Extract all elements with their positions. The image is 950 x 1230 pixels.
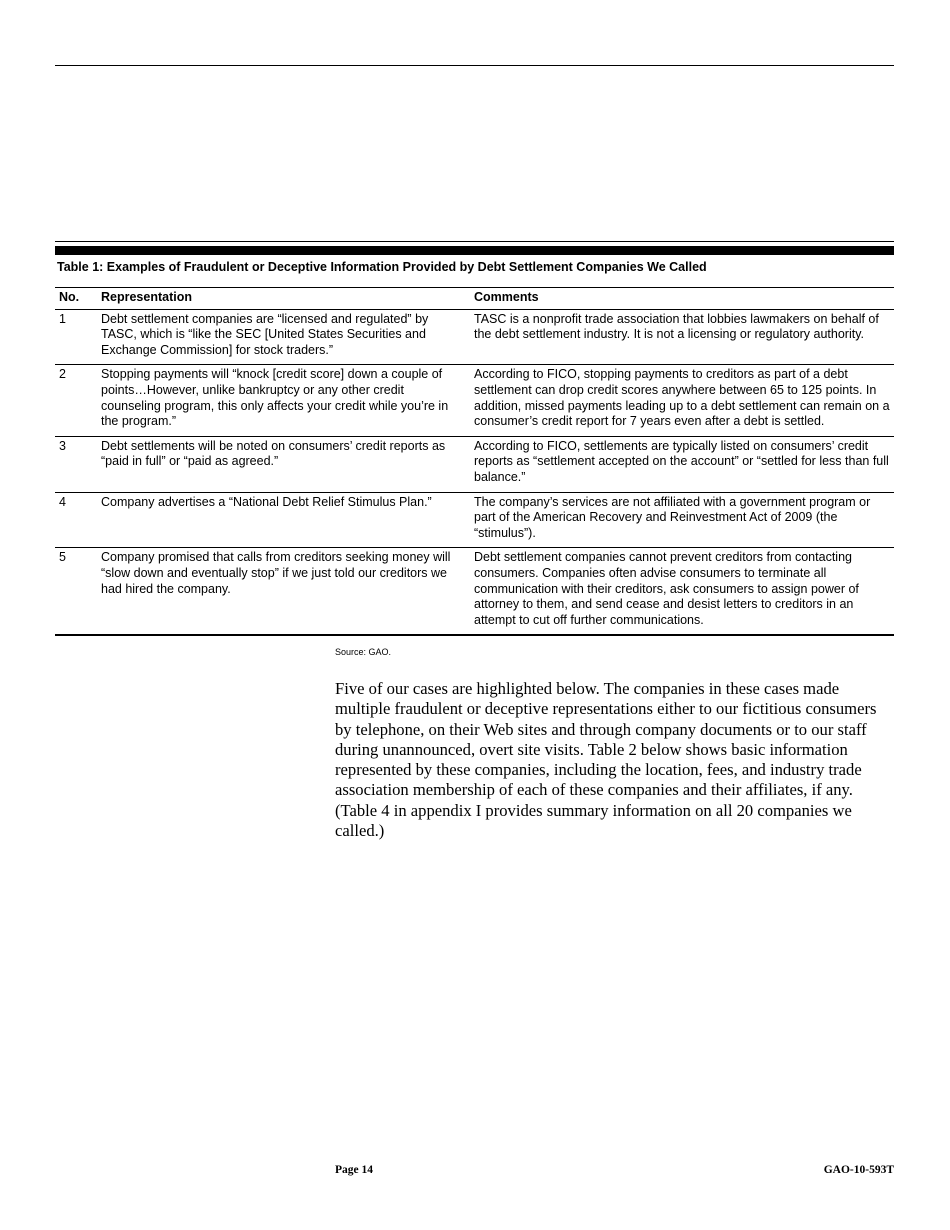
cell-no: 5 (55, 548, 97, 635)
cell-comments: According to FICO, stopping payments to creditors as part of a debt settlement can drop credit scores anywhere between 65 to 125 points. In addition, missed payments leading up to a debt settlement can remain on a consumer’s credit report for 7 years even after a debt is settled. (470, 365, 894, 436)
cell-representation: Company advertises a “National Debt Relief Stimulus Plan.” (97, 492, 470, 548)
table-row (55, 365, 894, 436)
cell-no: 4 (55, 492, 97, 548)
cell-comments: TASC is a nonprofit trade association that lobbies lawmakers on behalf of the debt settlement industry. It is not a licensing or regulatory authority. (470, 309, 894, 365)
cell-no: 2 (55, 365, 97, 436)
cell-representation: Debt settlements will be noted on consumers’ credit reports as “paid in full” or “paid as agreed.” (97, 436, 470, 492)
cell-representation: Debt settlement companies are “licensed and regulated” by TASC, which is “like the SEC [United States Securities and Exchange Commission] for stock traders.” (97, 309, 470, 365)
cell-representation: Stopping payments will “knock [credit score] down a couple of points…However, unlike bankruptcy or any other credit counseling program, this only affects your credit while you’re in the program.” (97, 365, 470, 436)
table-title: Table 1: Examples of Fraudulent or Deceptive Information Provided by Debt Settlement Companies We Called (57, 260, 707, 274)
cell-comments: The company’s services are not affiliated with a government program or part of the American Recovery and Reinvestment Act of 2009 (the “stimulus”). (470, 492, 894, 548)
cell-comments: According to FICO, settlements are typically listed on consumers’ credit reports as “settlement accepted on the account” or “settled for less than full balance.” (470, 436, 894, 492)
table-row (55, 436, 894, 492)
table-1 (55, 241, 894, 636)
examples-table (55, 287, 894, 636)
body-paragraph: Five of our cases are highlighted below. The companies in these cases made multiple fraudulent or deceptive representations either to our fictitious consumers by telephone, on their Web sites and through company documents or to our staff during unannounced, overt site visits. Table 2 below shows basic information represented by these companies, including the location, fees, and industry trade association membership of each of these companies and their affiliates, if any. (Table 4 in appendix I provides summary information on all 20 companies we called.) (335, 679, 877, 841)
table-top-thin-rule (55, 241, 894, 242)
header-comments: Comments (470, 288, 894, 310)
table-row (55, 492, 894, 548)
header-rule (55, 65, 894, 66)
cell-comments: Debt settlement companies cannot prevent creditors from contacting consumers. Companies often advise consumers to terminate all communication with their creditors, ask consumers to assign power of attorney to them, and send cease and desist letters to creditors in an attempt to cut off further communications. (470, 548, 894, 635)
cell-no: 3 (55, 436, 97, 492)
page-number: Page 14 (335, 1164, 374, 1176)
header-no: No. (55, 288, 97, 310)
cell-representation: Company promised that calls from creditors seeking money will “slow down and eventually stop” if we just told our creditors we had hired the company. (97, 548, 470, 635)
report-id: GAO-10-593T (823, 1164, 894, 1176)
table-top-thick-rule (55, 246, 894, 255)
cell-no: 1 (55, 309, 97, 365)
table-source: Source: GAO. (335, 647, 392, 657)
table-header-row (55, 288, 894, 310)
table-row (55, 548, 894, 635)
table-row (55, 309, 894, 365)
header-representation: Representation (97, 288, 470, 310)
